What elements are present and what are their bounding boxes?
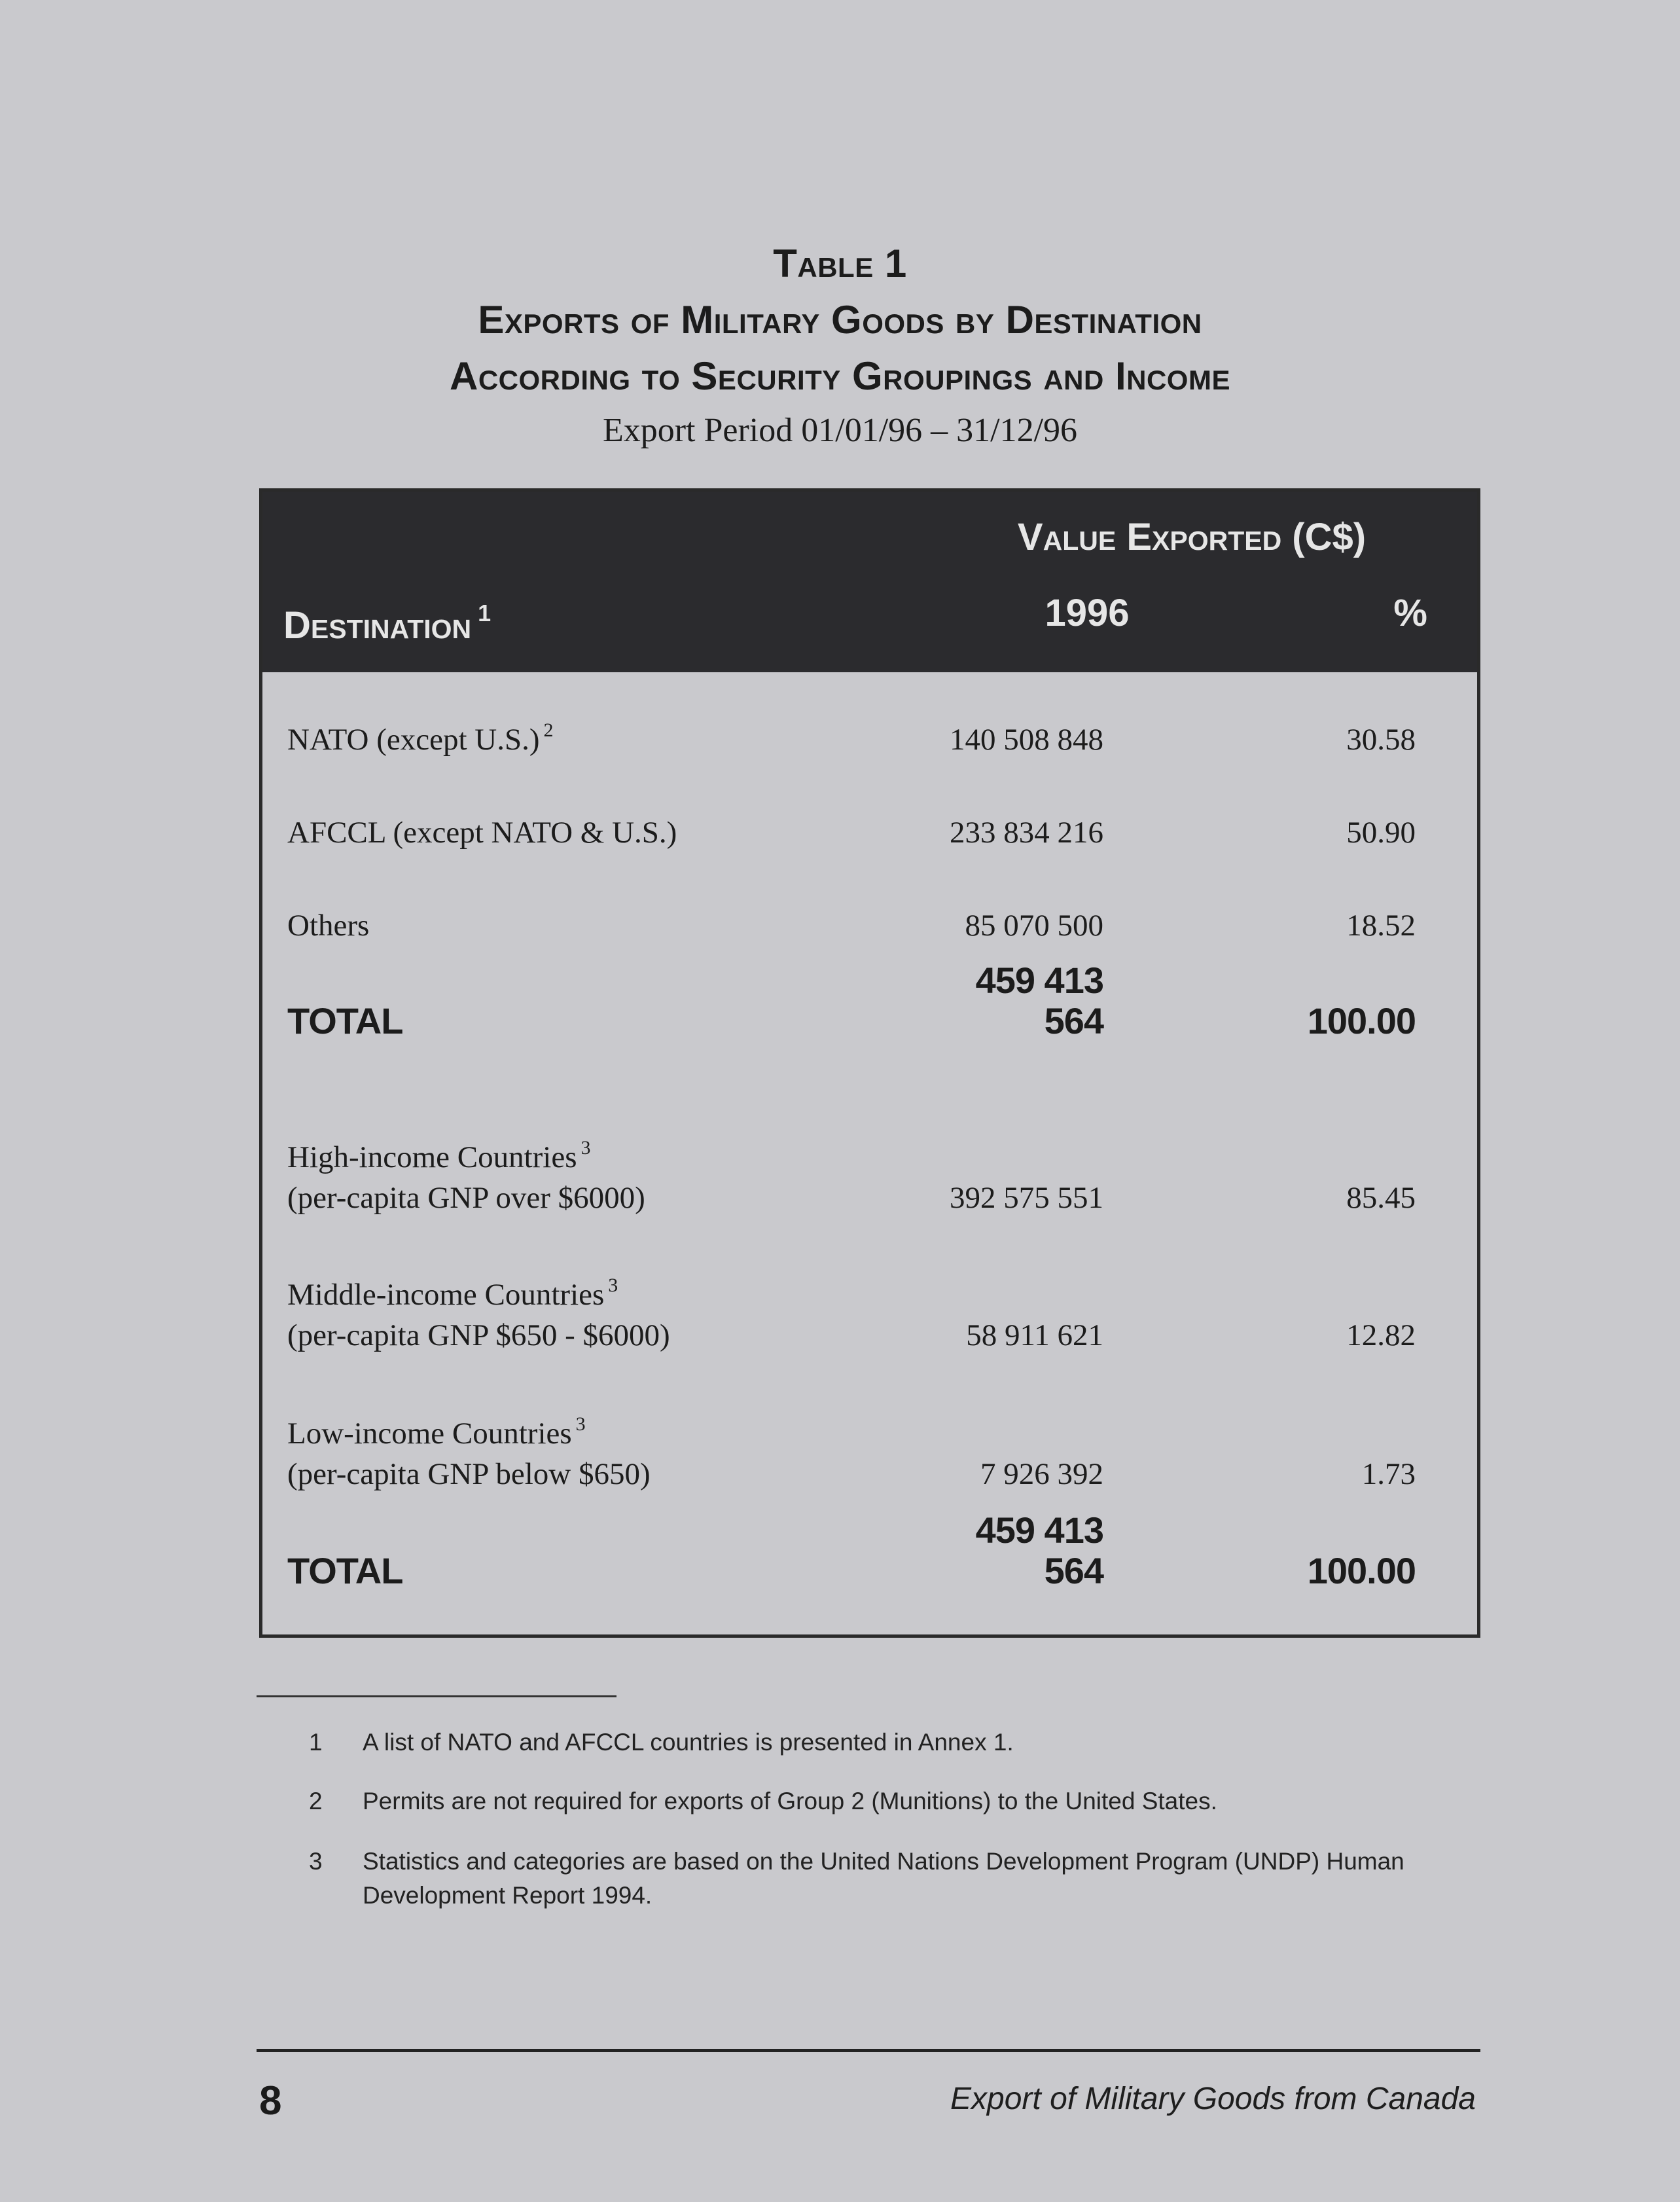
- table-row: [262, 900, 1477, 946]
- page-number: 8: [259, 2078, 282, 2123]
- table-row: [262, 714, 1477, 760]
- footnote: [309, 1725, 1487, 1760]
- row-value: 392 575 551: [950, 1181, 1103, 1215]
- row-percent: 12.82: [1346, 1318, 1416, 1352]
- row-percent: 30.58: [1346, 723, 1416, 757]
- row-percent: 100.00: [1307, 1000, 1416, 1041]
- row-destination: [287, 1265, 942, 1356]
- row-label: High-income Countries: [287, 1140, 577, 1174]
- row-value: 140 508 848: [950, 723, 1103, 757]
- row-percent: 100.00: [1307, 1550, 1416, 1591]
- row-label: TOTAL: [287, 1550, 403, 1591]
- total-row: [262, 1509, 1477, 1591]
- row-sublabel: (per-capita GNP over $6000): [287, 1181, 645, 1215]
- row-value: 85 070 500: [965, 909, 1103, 943]
- footnote-number: 3: [309, 1848, 323, 1875]
- table-title-line-1: Exports of Military Goods by Destination: [478, 298, 1202, 342]
- running-title: Export of Military Goods from Canada: [950, 2082, 1476, 2116]
- row-percent: 1.73: [1361, 1457, 1416, 1491]
- row-label: AFCCL (except NATO & U.S.): [287, 816, 677, 850]
- row-value: 7 926 392: [980, 1457, 1103, 1491]
- row-value: 233 834 216: [950, 816, 1103, 850]
- footnote-text: Permits are not required for exports of Group 2 (Munitions) to the United States.: [363, 1788, 1217, 1814]
- total-row: [262, 960, 1477, 1041]
- table-row: [262, 1137, 1477, 1218]
- row-percent: 18.52: [1346, 909, 1416, 943]
- table-row: [262, 1274, 1477, 1356]
- table-row: [262, 807, 1477, 853]
- row-sublabel: (per-capita GNP below $650): [287, 1457, 651, 1491]
- footnote-ref: 3: [581, 1137, 591, 1159]
- row-destination: [287, 710, 942, 760]
- exports-table: [259, 488, 1480, 1638]
- footnote-ref: 3: [608, 1274, 618, 1296]
- row-label: NATO (except U.S.): [287, 723, 540, 757]
- row-percent: 85.45: [1346, 1181, 1416, 1215]
- table-heading: [0, 236, 1680, 457]
- table-row: [262, 1413, 1477, 1494]
- row-percent: 50.90: [1346, 816, 1416, 850]
- row-destination: [287, 1551, 942, 1591]
- footnote: [309, 1784, 1487, 1818]
- row-destination: [287, 1128, 942, 1218]
- footnote: [309, 1845, 1487, 1913]
- row-destination: [287, 1001, 942, 1041]
- header-destination: [283, 581, 491, 659]
- row-label: TOTAL: [287, 1000, 403, 1041]
- footnote-text: Statistics and categories are based on the United Nations Development Program (UNDP) Human Development Report 1994.: [363, 1848, 1404, 1909]
- row-destination: [287, 1404, 942, 1494]
- footer-divider: [257, 2049, 1480, 2052]
- footnote-text: A list of NATO and AFCCL countries is presented in Annex 1.: [363, 1729, 1014, 1756]
- row-sublabel: (per-capita GNP $650 - $6000): [287, 1318, 670, 1352]
- header-destination-label: Destination: [283, 604, 472, 647]
- export-period: Export Period 01/01/96 – 31/12/96: [602, 412, 1078, 449]
- row-value: 459 413 564: [975, 960, 1103, 1041]
- header-value-exported: Value Exported (C$): [1017, 516, 1367, 558]
- footnote-number: 1: [309, 1729, 323, 1756]
- table-title-line-2: According to Security Groupings and Income: [450, 354, 1230, 398]
- row-destination: [287, 905, 942, 946]
- footnote-ref: 3: [575, 1413, 586, 1435]
- table-label: Table 1: [773, 242, 907, 285]
- row-destination: [287, 812, 942, 853]
- row-value: 58 911 621: [966, 1318, 1103, 1352]
- row-value: 459 413 564: [975, 1509, 1103, 1591]
- row-label: Low-income Countries: [287, 1417, 572, 1451]
- header-percent: %: [1393, 592, 1427, 634]
- footnote-ref: 2: [543, 719, 554, 741]
- footnote-number: 2: [309, 1788, 323, 1814]
- header-year: 1996: [1045, 592, 1130, 634]
- table-header: [262, 492, 1477, 672]
- footnote-ref: 1: [478, 600, 491, 626]
- footnote-divider: [257, 1695, 617, 1697]
- row-label: Others: [287, 909, 370, 943]
- row-label: Middle-income Countries: [287, 1278, 605, 1312]
